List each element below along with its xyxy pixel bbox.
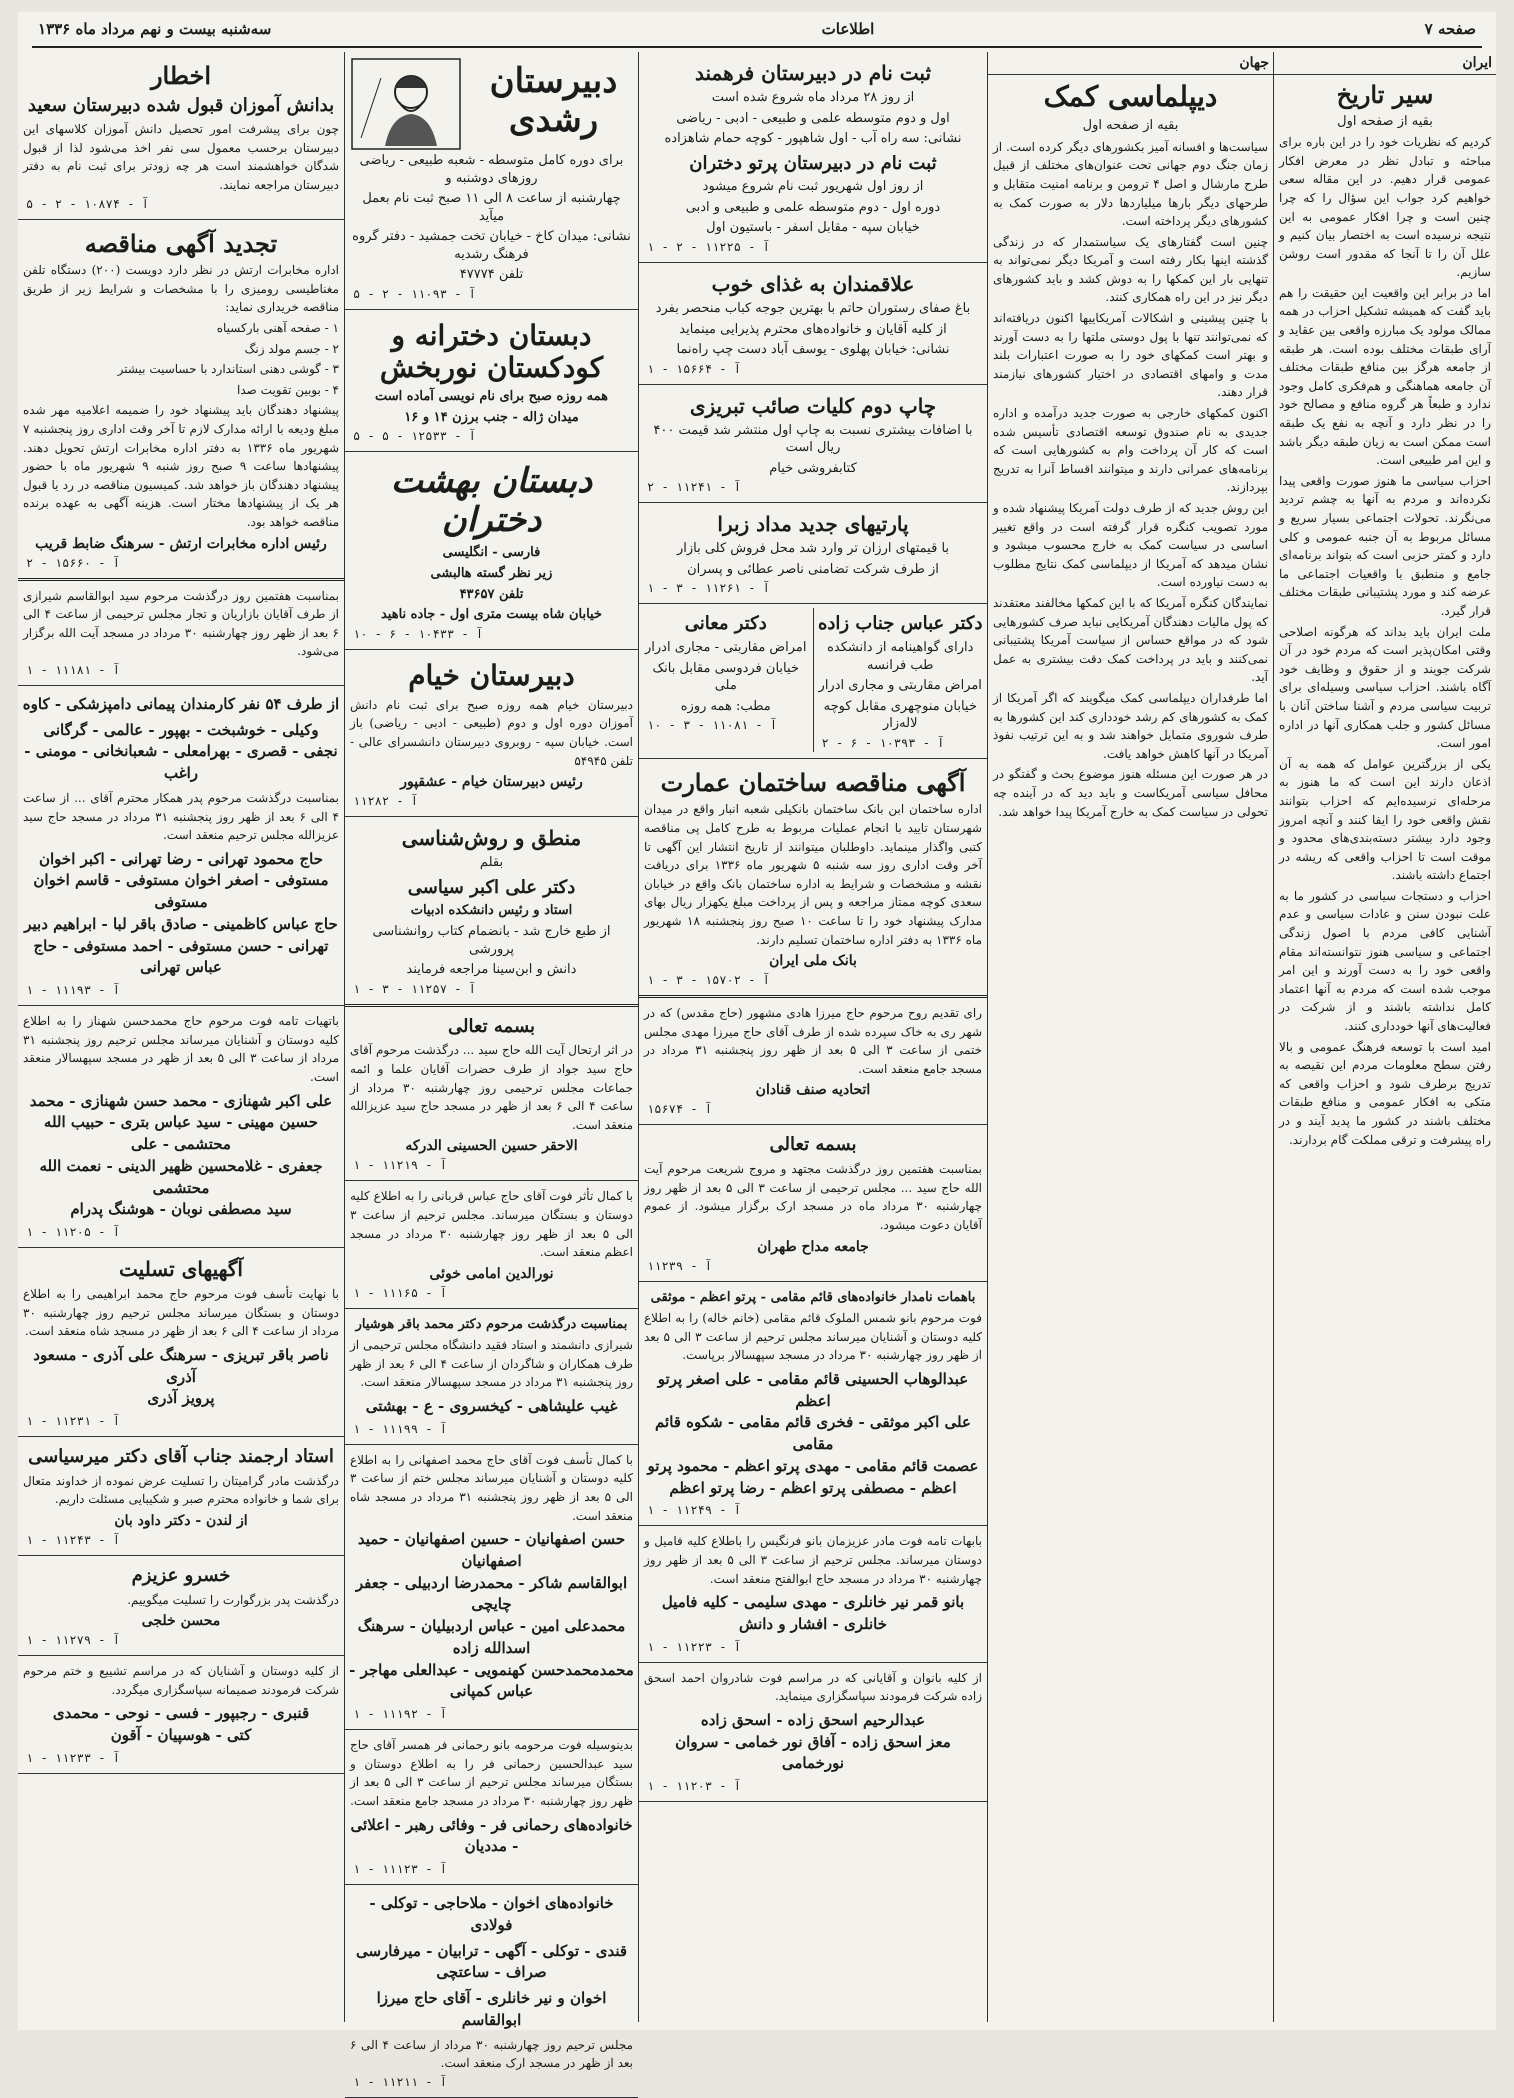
section-label-iran: ایران [1274, 52, 1496, 75]
ad-line: امراض مقاربتی و مجاری ادرار [818, 678, 982, 694]
ad-nourbakhsh-school [345, 310, 638, 452]
notice-signature: اتحادیه صنف قنادان [755, 1082, 871, 1099]
notice-ghorbani [345, 1181, 638, 1308]
notice-name-line: معز اسحق زاده - آفاق نور خمامی - سروان نورخمامی [675, 1732, 951, 1773]
ad-signature: رئیس اداره مخابرات ارتش - سرهنگ ضابط قریب [35, 535, 327, 552]
article-paragraph: احزاب و دستجات سیاسی در کشور ما به علت نبودن سنن و عادات سیاسی و عدم آشنایی کافی مردم با اصول زندگی اجتماعی و سیاسی هنوز نتوانسته‌اند مقام واقعی خود را به دست آورند و این امر موجب شده است که مردم به آنها اعتماد کامل نداشته باشند و از شرکت در فعالیت‌های آنها خودداری کنند. [1279, 888, 1491, 1034]
masthead [32, 12, 1482, 48]
notice-shirazi [18, 581, 344, 686]
article-paragraph: این روش جدید که از طرف دولت آمریکا پیشنهاد شده و مورد تصویب کنگره قرار گرفته است در واقع تغییر اساسی در سیاست کمک به خارج محسوب میشود و نشان میدهد که آمریکا از دیپلماسی کمک نتایج مطلوب به دست نیاورده است. [993, 501, 1268, 590]
notice-names [643, 1592, 983, 1636]
ad-line: با اضافات بیشتری نسبت به چاپ اول منتشر شد قیمت ۴۰۰ ریال است [653, 422, 973, 456]
notice-text: درگذشت مادر گرامیتان را تسلیت عرض نموده از خداوند متعال برای شما و خانواده محترم صبر و شکیبایی مسئلت داریم. [23, 1473, 339, 1507]
ad-line: خیابان شاه بیست متری اول - جاده ناهید [380, 607, 603, 623]
notice-signature: الاحقر حسین الحسینی الدرکه [405, 1138, 578, 1155]
notice-title: بسمه تعالی [769, 1134, 857, 1156]
notice-code: آ - ۱۱۲۳۱ - ۱ [26, 1414, 120, 1429]
article-paragraph: یکی از بزرگترین عوامل که همه به آن اذعان دارند این است که ما هنوز به مرحله‌ای نرسیده‌ایم که احزاب بتوانند نقش واقعی خود را ایفا کنند و آنچه امروز وجود دارد بیشتر دسته‌بندی‌های محدود و موقت است تا احزاب واقعی که ریشه در اجتماع داشته باشند. [1279, 756, 1491, 883]
notice-name-line: عبدالرحیم اسحق زاده - اسحق زاده [700, 1710, 926, 1729]
ad-line: خیابان منوچهری مقابل کوچه لاله‌زار [823, 698, 977, 732]
notice-thanks [18, 1656, 344, 1774]
ad-line: تلفن ۴۳۶۵۷ [459, 586, 524, 602]
article-paragraph: اکنون کمکهای خارجی به صورت جدید درآمده و اداره جدیدی به نام صندوق توسعه اقتصادی تأسیس شده است که کار آن پرداخت وام به کشورهایی است که برنامه‌های عمرانی دارند و میتوانند اقساط آنرا به تدریج بپردازند. [993, 406, 1268, 495]
ad-title: تجدید آگهی مناقصه [84, 228, 278, 258]
notice-name-line: قنبری - رجبپور - فسی - نوحی - محمدی [52, 1704, 310, 1723]
notice-names [22, 1345, 340, 1410]
notice-signature: نورالدین امامی خوئی [429, 1265, 554, 1282]
notice-text: بمناسبت درگذشت مرحوم پدر همکار محترم آقای ... از ساعت ۴ الی ۶ بعد از ظهر روز پنجشنبه ۳۱ مرداد در مسجد حاج سید عزیزالله مجلس ترحیم منعقد است. [23, 790, 339, 843]
notice-text: باتهیات تامه فوت مرحوم حاج محمدحسن شهناز را به اطلاع کلیه دوستان و آشنایان میرساند مجلس ترحیم روز پنجشنبه ۳۱ مرداد از ساعت ۳ الی ۵ بعد از ظهر در مسجد سپهسالار منعقد است. [23, 1014, 340, 1084]
notice-name-line: محمدمحمدحسن کهنمویی - عبدالعلی مهاجر - عباس کمپانی [349, 1660, 634, 1701]
ad-by: بقلم [479, 855, 504, 871]
article-paragraph: چنین است گفتارهای یک سیاستمدار که در زندگی گذشته اینها بکار رفته است و آمریکا دیگر نمی‌تواند به تنهایی بار این کمکها را به دوش کشد و باید کشورهای دیگر نیز در این راه همکاری کنند. [993, 234, 1268, 305]
notice-text: با کمال تأثر فوت آقای حاج عباس قربانی را به اطلاع کلیه دوستان و بستگان میرساند. مجلس ترحیم از ساعت ۳ الی ۵ بعد از ظهر روز چهارشنبه ۳۰ مرداد در مسجد اعظم منعقد است. [350, 1189, 633, 1260]
notice-name-line: حاج محمود تهرانی - رضا تهرانی - اکبر اخوان [38, 849, 324, 868]
notice-names [643, 1710, 983, 1775]
notice-name-line: خانواده‌های رحمانی فر - وفائی رهبر - اعلائی - مددیان [350, 1815, 633, 1856]
notice-header: خانواده‌های اخوان - ملاحاجی - توکلی - فولادی [369, 1894, 614, 1934]
notice-isfahani [345, 1445, 638, 1730]
notice-text: بمناسبت هفتمین روز درگذشت مجتهد و مروج شریعت مرحوم آیت الله حاج سید ... مجلس ترحیمی از ساعت ۳ الی ۵ بعد از ظهر روز چهارشنبه ۳۰ مرداد ماه در مسجد ارک برگزار میشود. از عموم آقایان دعوت میشود. [644, 1162, 982, 1232]
ad-line: دارای گواهینامه از دانشکده طب فرانسه [827, 640, 974, 673]
notice-code: آ - ۱۱۲۰۵ - ۱ [26, 1225, 120, 1240]
ad-title: دکتر عباس جناب زاده [817, 613, 983, 635]
column-iran [1274, 52, 1496, 2022]
notice-title: بسمه تعالی [447, 1015, 536, 1037]
page-number: صفحه ۷ [1424, 20, 1476, 38]
notice-signature: جامعه مداح طهران [757, 1238, 869, 1255]
ad-line: اول و دوم متوسطه علمی و طبیعی - ادبی - ریاضی [676, 110, 950, 126]
ad-code: آ - ۱۵۶۶۴ - ۱ [647, 361, 741, 376]
ad-line: زیر نظر گسته هالبشی [430, 566, 553, 582]
notice-code: آ - ۱۱۲۴۳ - ۱ [26, 1533, 120, 1547]
ad-building-tender [639, 759, 987, 998]
ad-body: دبیرستان خیام همه روزه صبح برای ثبت نام دانش آموزان دوره اول و دوم (طبیعی - ادبی - ریاضی) باز است. خیابان سپه - روبروی دبیرستان دانشسرای عالی - تلفن ۵۴۹۴۵ [350, 697, 633, 768]
notice-name-line: بانو قمر نیر خانلری - مهدی سلیمی - کلیه فامیل [661, 1593, 965, 1612]
continuation-note: بقیه از صفحه اول [1337, 113, 1433, 129]
notice-rahmanifar [345, 1730, 638, 1885]
notice-hadi [639, 998, 987, 1125]
notice-code: آ - ۱۱۱۲۳ - ۱ [353, 1862, 447, 1877]
ad-intro: اداره مخابرات ارتش در نظر دارد دویست (۲۰۰) دستگاه تلفن مغناطیسی رومیزی را با مشخصات و شرایط زیر از طریق مناقصه خریداری نماید: [23, 263, 339, 315]
notice-names [22, 1703, 340, 1747]
ad-line: برای دوره کامل متوسطه - شعبه طبیعی - ریاضی روزهای دوشنبه و [359, 153, 624, 186]
notice-code: آ - ۱۱۲۳۳ - ۱ [26, 1750, 120, 1765]
ad-item: ۱ - صفحه آهنی بارکسیاه [216, 321, 339, 336]
notice-code: آ - ۱۱۱۶۵ - ۱ [353, 1285, 447, 1300]
ad-body: چون برای پیشرفت امور تحصیل دانش آموزان کلاسهای این دبیرستان برحسب معمول سی نفر اخذ می‌شود لذا از قبول شدگان خواهشمند است هر چه زودتر برای ثبت نام به دفتر دبیرستان مراجعه نمایند. [23, 122, 339, 193]
notice-code: آ - ۱۱۱۸۱ - ۱ [26, 662, 120, 677]
ad-zebra-pencil [639, 503, 987, 604]
notice-code: آ - ۱۱۲۴۹ - ۱ [647, 1503, 741, 1518]
notice-name-line: عصمت قائم مقامی - مهدی پرتو اعظم - محمود پرتو [647, 1456, 979, 1475]
notice-name-line: اعظم - مصطفی پرتو اعظم - رضا پرتو اعظم [669, 1478, 957, 1497]
article-title-history: سیر تاریخ [1336, 80, 1434, 109]
notice-text: مجلس ترحیم روز چهارشنبه ۳۰ مرداد از ساعت ۴ الی ۶ بعد از ظهر در مسجد ارک منعقد است. [350, 2037, 633, 2071]
notice-name-line: علی اکبر موثقی - فخری قائم مقامی - شکوه قائم مقامی [655, 1413, 971, 1454]
notice-signature: از لندن - دکتر داود بان [114, 1513, 248, 1529]
notice-name-line: علی اکبر شهنازی - محمد حسن شهنازی - محمد [29, 1091, 333, 1110]
ad-warning-saeed-school [18, 52, 344, 220]
notice-name-line: خانلری - افشار و دانش [738, 1614, 888, 1633]
ad-line: از طرف شرکت تضامنی ناصر عطائی و پسران [687, 561, 939, 577]
ad-line: دوره اول - دوم متوسطه علمی و طبیعی و ادبی [685, 199, 941, 215]
ad-subtitle: بدانش آموزان قبول شده دبیرستان سعید [27, 94, 335, 116]
notice-code: آ - ۱۱۲۷۹ - ۱ [26, 1633, 120, 1648]
ad-body: اداره ساختمان ابن بانک ساختمان بانکیلی شعبه انبار واقع در میدان شهرستان تایید با انجام عملیات مربوط به طرح کامل پی مناقصه کتبی واگذار مینماید. داوطلبان میتوانند از تاریخ انتشار این آگهی تا آخر وقت اداری روز سه شنبه ۵ شهریور ماه ۱۳۳۶ برای دریافت نقشه و مشخصات و شرایط به اداره ساختمان بانک واقع در خیابان سعدی کوچه ممتاز مراجعه و پس از پرداخت مبلغ یکهزار ریال بهای مدارک پیشنهاد خود را تا ساعت ۱۰ صبح روز پنجشنبه ۱۸ شهریور ماه ۱۳۳۶ به دفتر اداره ساختمان تسلیم دارند. [644, 802, 982, 947]
ad-line: از کلیه آقایان و خانواده‌های محترم پذیرایی مینماید [679, 321, 947, 337]
ad-line: کتابفروشی خیام [769, 460, 857, 476]
notice-code: آ - ۱۱۲۱۹ - ۱ [353, 1158, 447, 1173]
ad-title: دکتر معانی [684, 613, 767, 635]
notice-code: آ - ۱۱۲۱۱ - ۱ [353, 2074, 447, 2089]
ad-code: آ - ۱۰۴۳۳ - ۶ - ۱۰ [353, 626, 484, 641]
notice-header: باهمات نامدار خانواده‌های قائم مقامی - پرتو اعظم - موثقی [650, 1289, 976, 1305]
notice-akhavan [345, 1885, 638, 2098]
ad-title: آگهیهای تسلیت [119, 1257, 243, 1282]
notice-text: با کمال تأسف فوت آقای حاج محمد اصفهانی را به اطلاع کلیه دوستان و آشنایان میرساند مجلس ختم از ساعت ۳ الی ۵ بعد از ظهر روز پنجشنبه ۳۱ مرداد در مسجد شاه منعقد است. [350, 1452, 633, 1523]
ad-title: آگهی مناقصه ساختمان عمارت [660, 767, 966, 797]
section-label-world: جهان [988, 52, 1273, 75]
portrait-illustration [351, 58, 461, 150]
notice-name-line: سید مصطفی نوبان - هوشنگ پدرام [70, 1200, 292, 1219]
ad-code: آ - ۱۱۲۴۱ - ۲ [647, 480, 741, 495]
notice-name-line: حاج عباس کاظمینی - صادق باقر لبا - ابراهیم دبیر [24, 914, 338, 933]
notice-names [643, 1369, 983, 1500]
ad-title: دبیرستان خیام [408, 658, 575, 692]
article-paragraph: امید است با توسعه فرهنگ عمومی و بالا رفتن سطح معلومات مردم این نقیصه به تدریج برطرف شود و احزاب واقعی که متکی به افکار عمومی و منافع طبقات مختلف باشند در کشور ما پدید آیند و در راه پیشرفت و ترقی مملکت گام بردارند. [1279, 1039, 1491, 1147]
newspaper-page [18, 12, 1496, 2089]
notice-names [349, 1941, 634, 1985]
article-title-aid-diplomacy: دیپلماسی کمک [1043, 80, 1218, 113]
notice-name-line: عباس تهرانی [140, 958, 222, 977]
ad-title: منطق و روش‌شناسی [401, 826, 582, 851]
notice-name-line: غیب علیشاهی - کیخسروی - ع - بهشتی [365, 1397, 618, 1416]
ad-line: با قیمتهای ارزان تر وارد شد محل فروش کلی بازار [676, 541, 950, 557]
column-ads-center [639, 52, 987, 2022]
ad-code: آ - ۱۱۲۲۵ - ۲ - ۱ [647, 239, 770, 254]
ad-doctor-maani [639, 608, 814, 751]
notice-names [22, 720, 340, 785]
notice-name-line: تهرانی - حسن مستوفی - احمد مستوفی - حاج [33, 936, 329, 955]
notice-text: از کلیه دوستان و آشنایان که در مراسم تشییع و ختم مرحوم شرکت فرمودند صمیمانه سپاسگزاری میگردد. [23, 1664, 339, 1697]
notice-ghaem-maghami [639, 1282, 987, 1527]
ad-line: مطب: همه روزه [680, 698, 771, 714]
article-paragraph: در هر صورت این مسئله هنوز موضوع بحث و گفتگو در محافل سیاسی آمریکاست و باید دید که در آینده چه تحولی در سیاست کمک به خارج آمریکا پیدا خواهد شد. [993, 767, 1268, 819]
notice-text: از کلیه بانوان و آقایانی که در مراسم فوت شادروان احمد اسحق زاده شرکت فرمودند سپاسگزاری مینماید. [644, 1670, 982, 1704]
ad-line: از روز اول شهریور ثبت نام شروع میشود [702, 179, 924, 195]
notice-shahnazi [18, 1006, 344, 1248]
ad-body: پیشنهاد دهندگان باید پیشنهاد خود را ضمیمه اعلامیه مهر شده مبلغ ودیعه با ارائه مدارک لازم تا آخر وقت اداری روز پنجشنبه ۷ شهریور ماه ۱۳۳۶ به دفتر اداره مخابرات ارتش تحویل دهند. پیشنهادها ساعت ۹ صبح روز شنبه ۹ شهریور ماه با حضور پیشنهاد دهندگان باز خواهد شد. کمیسیون مناقصه در رد یا قبول هر یک از پیشنهادها مختار است. هزینه آگهی به عهده برنده مناقصه خواهد بود. [23, 403, 339, 529]
ad-saeb-book [639, 385, 987, 504]
notice-text: شیرازی دانشمند و استاد فقید دانشگاه مجلس ترحیمی از طرف همکاران و شاگردان از ساعت ۴ الی ۶ بعد از ظهر روز پنجشنبه ۳۱ مرداد در مسجد سپهسالار منعقد است. [350, 1338, 634, 1390]
ad-signature: رئیس دبیرستان خیام - عشقپور [400, 774, 583, 791]
issue-date: سه‌شنبه بیست و نهم مرداد ماه ۱۳۳۶ [38, 20, 272, 38]
ad-item: ۳ - گوشی دهنی استاندارد با حساسیت بیشتر [117, 362, 339, 377]
ad-line: نشانی: میدان کاخ - خیابان تخت جمشید - دفتر گروه فرهنگ رشدیه [352, 229, 631, 262]
ad-line: فارسی - انگلیسی [442, 545, 541, 561]
notice-text: در اثر ارتحال آیت الله حاج سید ... درگذشت مرحوم آقای حاج سید جواد از طرف حضرات آقایان علما و ائمه جماعات مجلس ترحیمی روز چهارشنبه ۳۰ مرداد از ساعت ۴ الی ۶ بعد از ظهر در مسجد حاج سید عزیزالله منعقد است. [350, 1043, 633, 1132]
notice-names [22, 849, 340, 980]
ad-line: خیابان سپه - مقابل اسفر - باستیون اول [706, 220, 920, 236]
notice-name-line: کتی - هوسپیان - آقون [110, 1726, 252, 1745]
ad-code: آ - ۱۰۳۹۳ - ۶ - ۲ [821, 735, 945, 750]
article-paragraph: کردیم که نظریات خود را در این باره برای مباحثه و تبادل نظر در معرض افکار عمومی قرار دهیم. در این مقاله سعی خواهیم کرد جواب این سؤال را که چرا چنین است و چرا افکار عمومی به این نتیجه نرسیده است به اختصار بیان کنیم و علل آن را تا آنجا که مقدور است روشن سازیم. [1279, 135, 1491, 280]
notice-names [349, 1529, 634, 1703]
notice-text: فوت مرحوم بانو شمس الملوک قائم مقامی (خانم خاله) را به اطلاع کلیه دوستان و آشنایان میرساند مجلس ترحیم از ساعت ۳ الی ۵ بعد از ظهر روز چهارشنبه ۳۰ مرداد در مسجد سپهسالار برپاست. [644, 1311, 983, 1363]
ad-khosrow-condolence [18, 1556, 344, 1656]
notice-subheader: اخوان و نیر خانلری - آقای حاج میرزا ابوالقاسم [376, 1989, 607, 2029]
notice-name-line: پرویز آذری [147, 1389, 215, 1408]
notice-code: آ - ۱۱۲۲۳ - ۱ [647, 1639, 741, 1654]
ad-title: علاقمندان به غذای خوب [711, 271, 915, 296]
notice-name-line: ناصر باقر تبریزی - سرهنگ علی آذری - مسعود آذری [33, 1345, 329, 1386]
notice-name-line: حسین مهینی - سید عباس بتری - حبیب الله محتشمی - علی [43, 1113, 319, 1154]
notice-name-line: صراف - ساعتچی [436, 1963, 547, 1982]
ad-behesht-school [345, 452, 638, 649]
ad-title: استاد ارجمند جناب آقای دکتر میرسیاسی [28, 1446, 334, 1468]
notice-name-line: ابوالقاسم شاکر - محمدرضا اردبیلی - جعفر چایچی [355, 1573, 628, 1614]
ad-line: نشانی: سه راه آب - اول شاهپور - کوچه حمام شاهزاده [664, 131, 962, 147]
ad-author: دکتر علی اکبر سیاسی [407, 876, 576, 898]
notice-header: از طرف ۵۴ نفر کارمندان پیمانی دامپزشکی - کاوه [22, 694, 340, 713]
ad-logic-book [345, 817, 638, 1006]
ad-farahmand [639, 52, 987, 263]
ad-title: دبستان بهشت دختران [390, 461, 593, 541]
notice-hoshyar [345, 1309, 638, 1445]
column-ads-schools [345, 52, 638, 2089]
ad-doctor-janabzadeh [814, 608, 988, 751]
column-world [988, 52, 1273, 2022]
ad-item: ۲ - جسم مولد زنگ [244, 341, 339, 356]
notice-code: آ - ۱۱۲۰۳ - ۱ [647, 1779, 741, 1794]
notice-name-line: جعفری - غلامحسین ظهیر الدینی - نعمت الله محتشمی [39, 1156, 323, 1197]
ad-code: آ - ۱۲۵۳۳ - ۵ - ۵ [353, 429, 476, 444]
ad-condolence [18, 1248, 344, 1437]
ad-title: خسرو عزیزم [131, 1565, 231, 1586]
notice-header: بمناسبت درگذشت مرحوم دکتر محمد باقر هوشیار [355, 1316, 628, 1332]
notice-text: با نهایت تأسف فوت مرحوم حاج محمد ابراهیمی را به اطلاع دوستان و بستگان میرساند مجلس ترحیم روز چهارشنبه ۳۰ مرداد از ساعت ۴ الی ۶ بعد از ظهر در مسجد شاه منعقد است. [23, 1287, 339, 1339]
ad-title: دبیرستان رشدی [489, 61, 618, 141]
continuation-note: بقیه از صفحه اول [1082, 118, 1179, 134]
newspaper-name: اطلاعات [821, 20, 875, 38]
ad-line: میدان ژاله - جنب برزن ۱۴ و ۱۶ [404, 409, 579, 425]
notice-name-line: قندی - توکلی - آگهی - ترابیان - میرفارسی [355, 1941, 628, 1960]
notice-text: بابهات تامه فوت مادر عزیزمان بانو فرنگیس را باطلاع کلیه فامیل و دوستان میرساند. مجلس ترحیم از ساعت ۳ الی ۵ بعد از ظهر روز چهارشنبه ۳۰ مرداد در مسجد حاج ابوالفتح منعقد است. [644, 1534, 983, 1586]
ad-item: ۴ - بوبین تقویت صدا [237, 382, 339, 397]
ad-phone: تلفن ۴۷۷۷۴ [459, 267, 524, 283]
notice-name-line: حسن اصفهانیان - حسین اصفهانیان - حمید اصفهانیان [357, 1530, 626, 1570]
notice-veterinary-staff [18, 686, 344, 1006]
notice-eshaghzadeh [639, 1663, 987, 1802]
ad-signature: بانک ملی ایران [769, 953, 857, 970]
ad-title: ثبت نام در دبیرستان فرهمند [694, 61, 932, 85]
ad-code: آ - ۱۱۲۸۲ [353, 794, 419, 809]
article-paragraph: اما طرفداران دیپلماسی کمک میگویند که اگر آمریکا از کمک به کشورهای کم رشد خودداری کند این کشورها به طرف شوروی متمایل خواهند شد و به این ترتیب نفوذ آمریکا در آنها کاهش خواهد یافت. [993, 690, 1268, 761]
notice-signature: محسن خلجی [141, 1613, 221, 1630]
notice-text: درگذشت پدر بزرگوارت را تسلیت میگوییم. [127, 1592, 339, 1607]
notice-name-line: محمدعلی امین - عباس اردبیلیان - سرهنگ اسدالله زاده [357, 1617, 626, 1657]
ad-line: امراض مقاربتی - مجاری ادرار [645, 640, 807, 656]
ad-code: آ - ۱۵۷۰۲ - ۳ - ۱ [647, 973, 770, 988]
notice-code: آ - ۱۱۱۹۲ - ۱ [353, 1707, 447, 1722]
ad-code: آ - ۱۰۸۷۴ - ۲ - ۵ [26, 196, 149, 211]
ad-line: باغ صفای رستوران حاتم با بهترین جوجه کباب منحصر بفرد [655, 300, 971, 316]
ad-khayyam-school [345, 650, 638, 818]
ad-code: آ - ۱۱۲۶۱ - ۳ - ۱ [647, 581, 770, 596]
notice-text: بمناسبت هفتمین روز درگذشت مرحوم سید ابوالقاسم شیرازی از طرف آقایان بازاریان و تجار مجلس ترحیمی از ساعت ۴ الی ۶ بعد از ظهر روز چهارشنبه ۳۰ مرداد در مسجد آیت الله برگزار می‌شود. [23, 588, 339, 659]
notice-name-line: نجفی - قصری - بهرامعلی - شعبانخانی - مومنی - راغب [24, 742, 338, 783]
notice-name-line: وکیلی - خوشبخت - بهپور - عالمی - گرگانی [43, 720, 319, 739]
ad-doctors [639, 604, 987, 758]
notice-names [22, 1091, 340, 1222]
notice-code: آ - ۱۵۶۷۴ [647, 1102, 713, 1117]
notice-code: آ - ۱۱۱۹۳ - ۱ [26, 983, 120, 998]
ad-line: از روز ۲۸ مرداد ماه شروع شده است [711, 90, 915, 105]
ad-siasi-condolence [18, 1437, 344, 1556]
notice-code: آ - ۱۱۲۳۹ [647, 1258, 713, 1273]
column-notices-left [18, 52, 344, 2022]
ad-line: از طبع خارج شد - بانضمام کتاب روانشناسی پرورشی [372, 924, 611, 957]
article-paragraph: با چنین پیشینی و اشکالات آمریکاییها اکنون دریافته‌اند که نمی‌توانند تنها با پول دوستی ملتها را به دست آورند و بهتر است کمکهای خود را به صورت اعتبارات بلند مدت و وامهای اقتصادی در اختیار کشورهای نیازمند قرار دهند. [993, 311, 1268, 400]
notice-name-line: عبدالوهاب الحسینی قائم مقامی - علی اصغر پرتو اعظم [657, 1369, 969, 1410]
ad-roshdi-school [345, 52, 638, 310]
ad-code: آ - ۱۱۲۵۷ - ۳ - ۱ [353, 981, 476, 996]
article-paragraph: احزاب سیاسی ما هنوز صورت واقعی پیدا نکرده‌اند و مردم به آنها به چشم تردید می‌نگرند. تحولات اجتماعی بسیار سریع و مسائل مربوط به آن جنبه عمومی و کلی دارد و کمتر حزبی است که بتواند برنامه‌ای جامع و منطبق با واقعیات اجتماعی ما عرضه کند و مورد پشتیبانی طبقات مختلف قرار گیرد. [1279, 473, 1491, 618]
ad-title: دبستان دخترانه و کودکستان نوربخش [379, 318, 604, 385]
ad-line: چهارشنبه از ساعت ۸ الی ۱۱ صبح ثبت نام بعمل میآید [362, 191, 621, 224]
notice-maddah [639, 1125, 987, 1281]
ad-subtitle: ثبت نام در دبیرستان پرتو دختران [689, 152, 937, 174]
notice-code: آ - ۱۱۱۹۹ - ۱ [353, 1421, 447, 1436]
ad-renewed-tender [18, 220, 344, 581]
ad-title: اخطار [150, 61, 212, 90]
article-paragraph: نمایندگان کنگره آمریکا که با این کمکها مخالفند معتقدند که پول مالیات دهندگان آمریکایی نباید صرف کشورهایی شود که در مواقع حساس از سیاست آمریکا پشتیبانی نمی‌کنند و باید در پرداخت کمک دقت بیشتری به عمل آید. [993, 595, 1268, 685]
ad-line: دانش و ابن‌سینا مراجعه فرمایند [406, 962, 577, 978]
article-paragraph: سیاست‌ها و افسانه آمیز بکشورهای دیگر کرده است. از زمان جنگ دوم جهانی تحت عنوان‌های مختلف از قبیل طرح مارشال و اصل ۴ ترومن و برنامه امنیت متقابل و طرحهای دیگر بارها میلیاردها دلار به صورت کمک به کشورهای دیگر پرداخته است. [993, 139, 1268, 229]
ad-author-role: استاد و رئیس دانشکده ادبیات [410, 903, 573, 919]
ad-line: نشانی: خیابان پهلوی - یوسف آباد دست چپ راه‌نما [676, 342, 950, 358]
ad-code: آ - ۱۱۰۹۳ - ۲ - ۵ [353, 286, 476, 301]
notice-bismihi [345, 1007, 638, 1182]
article-paragraph: اما در برابر این واقعیت این حقیقت را هم باید گفت که همیشه تشکیل احزاب در همه ممالک مولود یک مبارزه واقعی بین عقاید و آرای طبقات مختلف بوده است. هر طبقه از جامعه هرگز بین منافع طبقات مختلف آن جامعه هماهنگی و هم‌فکری کامل وجود ندارد و طبعاً هر گروه منافع و مصالح خود را در نظر دارد و آنچه به نفع یک طبقه است ممکن است به زیان طبقه دیگر باشد و این امر طبیعی است. [1279, 285, 1491, 468]
ad-code: آ - ۱۱۰۸۱ - ۳ - ۱۰ [647, 718, 778, 733]
notice-text: بدینوسیله فوت مرحومه بانو رحمانی فر همسر آقای حاج سید عبدالحسین رحمانی فر را به اطلاع دوستان و بستگان میرساند مجلس ترحیم از ساعت ۳ الی ۵ بعد از ظهر روز چهارشنبه ۳۰ مرداد در مسجد جامع منعقد است. [350, 1738, 634, 1808]
ad-title: چاپ دوم کلیات صائب تبریزی [689, 393, 937, 418]
ad-code: آ - ۱۵۶۶۰ - ۲ [26, 555, 120, 570]
ad-title: پارتیهای جدید مداد زبرا [717, 512, 909, 537]
ad-line: خیابان فردوسی مقابل بانک ملی [652, 660, 799, 694]
ad-restaurant [639, 263, 987, 385]
article-paragraph: ملت ایران باید بداند که هرگونه اصلاحی وقتی امکان‌پذیر است که مردم خود در آن شرکت جویند و از حقوق و وظایف خود آگاه باشند. احزاب سیاسی وسیله‌ای برای تربیت سیاسی مردم و آشنا ساختن آنان با مسائل کشور و جلب همکاری آنها در اداره امور است. [1279, 624, 1491, 751]
notice-text: رای تقدیم روح مرحوم حاج میرزا هادی مشهور (حاج مقدس) که در شهر ری به خاک سپرده شده از طرف آقای حاج میرزا مهدی مجلس ختمی از ساعت ۳ الی ۵ بعد از ظهر روز پنجشنبه ۳۱ مرداد در مسجد جامع منعقد است. [644, 1006, 983, 1076]
notice-name-line: مستوفی - اصغر اخوان مستوفی - قاسم اخوان مستوفی [33, 871, 329, 912]
ad-line: همه روزه صبح برای نام نویسی آماده است [374, 389, 609, 405]
notice-khanlari [639, 1526, 987, 1662]
